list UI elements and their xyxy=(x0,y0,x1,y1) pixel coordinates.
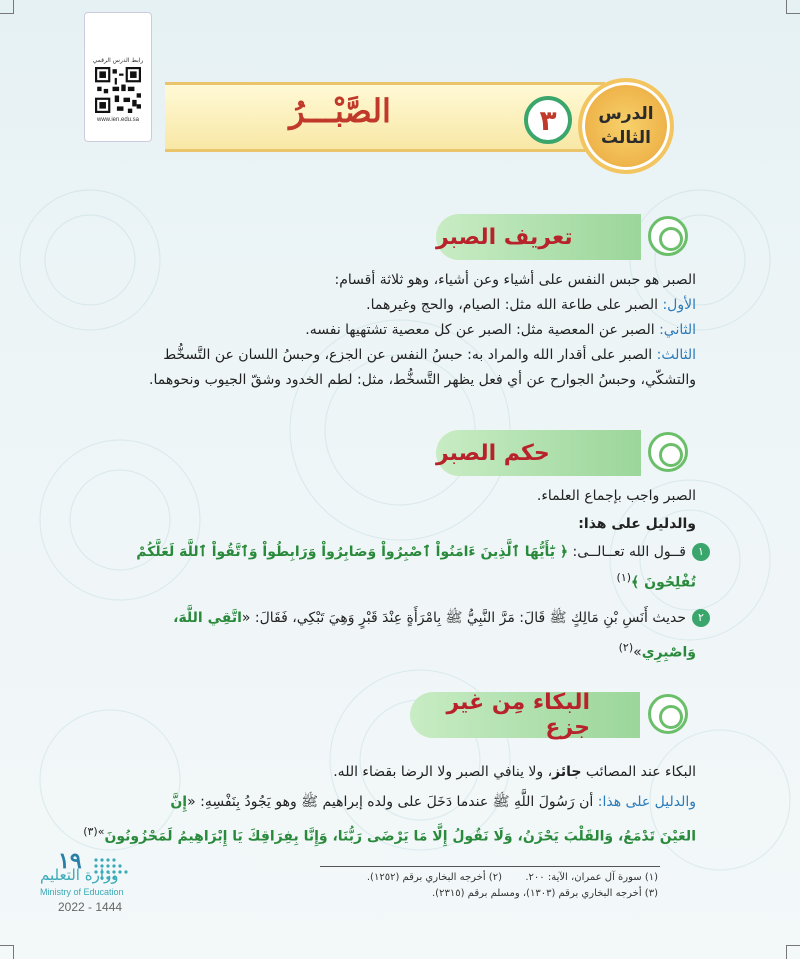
evidence-text: أن رَسُولَ اللَّهِ ﷺ عندما دَخَلَ على ولده إبراهيم ﷺ وهو يَجُودُ بِنَفْسِهِ: « xyxy=(187,794,598,810)
item-label: الثاني: xyxy=(659,322,696,338)
crying-text-b: ، ولا ينافي الصبر ولا الرضا بقضاء الله. xyxy=(333,764,553,780)
crop-mark-top-right xyxy=(786,0,800,14)
quran-verse: ﴿ يَٰٓأَيُّهَا ٱلَّذِينَ ءَامَنُواْ ٱصْبِرُواْ وَصَابِرُواْ وَرَابِطُواْ وَٱتَّقُواْ ٱللَّهَ لَعَلَّكُمْ xyxy=(136,544,569,560)
crying-text-a: البكاء عند المصائب xyxy=(581,764,696,780)
crop-mark-top-left xyxy=(0,0,14,14)
section-header-ruling xyxy=(436,430,641,476)
hadith-text: حديث أَنَسِ بْنِ مَالِكٍ ﷺ قَالَ: مَرَّ النَّبِيُّ ﷺ بِامْرَأَةٍ عِنْدَ قَبْرٍ وَهِيَ تَبْكِي، فَقَالَ: « xyxy=(241,610,686,626)
quran-verse-end: تُفْلِحُونَ ﴾ xyxy=(631,574,696,591)
item-label: الأول: xyxy=(662,297,696,313)
qr-code-icon xyxy=(95,67,141,113)
hadith-quote-end: وَاصْبِرِي xyxy=(641,644,696,661)
definition-item-3-continuation: والتشكّي، وحبسُ الجوارح عن أي فعل يظهر التَّسخُّط، مثل: لطم الخدود وشقّ الجيوب ونحوهما. xyxy=(149,372,696,388)
qr-code-card[interactable] xyxy=(84,12,152,142)
evidence-label: والدليل على هذا: xyxy=(597,794,696,810)
section-title: تعريف الصبر xyxy=(436,224,573,250)
ornament-icon xyxy=(648,216,688,256)
ruling-text: الصبر واجب بإجماع العلماء. xyxy=(536,488,696,504)
hadith-quote: إِنَّ xyxy=(170,794,188,810)
footnote-3: (٣) أخرجه البخاري برقم (١٣٠٣)، ومسلم برقم (٢٣١٥). xyxy=(432,888,658,899)
footnote-divider xyxy=(320,866,660,867)
evidence-label: والدليل على هذا: xyxy=(578,516,696,532)
ministry-name-en: Ministry of Education xyxy=(40,887,124,897)
lesson-ordinal: الثالث xyxy=(601,128,651,148)
quote-close: » xyxy=(633,644,642,661)
qr-url[interactable]: www.ien.edu.sa xyxy=(96,117,140,123)
definition-item-2 xyxy=(305,318,696,342)
lesson-badge xyxy=(578,78,674,174)
ornament-icon xyxy=(648,694,688,734)
item-text: الصبر على طاعة الله مثل: الصيام، والحج وغيرهما. xyxy=(366,297,663,313)
ministry-name: وزارة التعليم xyxy=(40,866,119,884)
item-text: الصبر على أقدار الله والمراد به: حبسُ النفس عن الجزع، وحبسُ اللسان عن التَّسخُّط xyxy=(163,347,657,363)
footnote-2: (٢) أخرجه البخاري برقم (١٢٥٢). xyxy=(366,872,502,883)
definition-item-3 xyxy=(163,343,696,367)
qr-caption: رابط الدرس الرقمي xyxy=(92,57,144,64)
lesson-label: الدرس xyxy=(598,104,654,124)
ornament-icon xyxy=(648,432,688,472)
crying-ruling xyxy=(333,760,696,784)
crying-evidence-continuation xyxy=(83,820,696,849)
item-text: الصبر عن المعصية مثل: الصبر عن كل معصية تشتهيها نفسه. xyxy=(305,322,660,338)
evidence-number: ٢ xyxy=(692,609,710,627)
evidence-1-continuation xyxy=(617,566,696,595)
hadith-quote-body: العَيْنَ تَدْمَعُ، وَالقَلْبَ يَحْزَنُ، وَلَا نَقُولُ إِلَّا مَا يَرْضَى رَبُّنَا، وَإِنَّا بِفِرَاقِكَ يَا إِبْرَاهِيمُ لَمَحْزُونُونَ xyxy=(104,828,696,845)
section-title: حكم الصبر xyxy=(436,440,550,466)
evidence-number: ١ xyxy=(692,543,710,561)
crying-bold: جائز xyxy=(552,764,582,780)
definition-item-1 xyxy=(366,293,696,317)
evidence-2 xyxy=(173,606,710,630)
page-number: ١٩ xyxy=(58,848,82,873)
crop-mark-bottom-right xyxy=(786,945,800,959)
hadith-quote: اتَّقِي اللَّهَ، xyxy=(173,610,242,626)
footnote-ref[interactable]: »(٣) xyxy=(83,825,105,838)
footnote-ref[interactable]: (١) xyxy=(616,571,632,584)
footnote-ref[interactable]: (٢) xyxy=(618,641,634,654)
evidence-2-continuation xyxy=(619,636,696,665)
lesson-number: ٣ xyxy=(524,96,572,144)
edition-year: 2022 - 1444 xyxy=(58,900,123,914)
section-header-definition xyxy=(436,214,641,260)
footnote-1: (١) سورة آل عمران، الآية: ٢٠٠. xyxy=(525,872,658,883)
definition-intro: الصبر هو حبس النفس على أشياء وعن أشياء، وهو ثلاثة أقسام: xyxy=(334,272,696,288)
evidence-prefix: قــول الله تعــالــى: xyxy=(568,544,686,560)
crop-mark-bottom-left xyxy=(0,945,14,959)
crying-evidence xyxy=(170,790,696,814)
evidence-1 xyxy=(136,540,710,564)
section-title: البكاء مِن غير جزع xyxy=(446,690,590,740)
item-label: الثالث: xyxy=(656,347,696,363)
section-header-crying xyxy=(410,692,640,738)
lesson-title: الصَّبْـــرُ xyxy=(289,92,391,130)
